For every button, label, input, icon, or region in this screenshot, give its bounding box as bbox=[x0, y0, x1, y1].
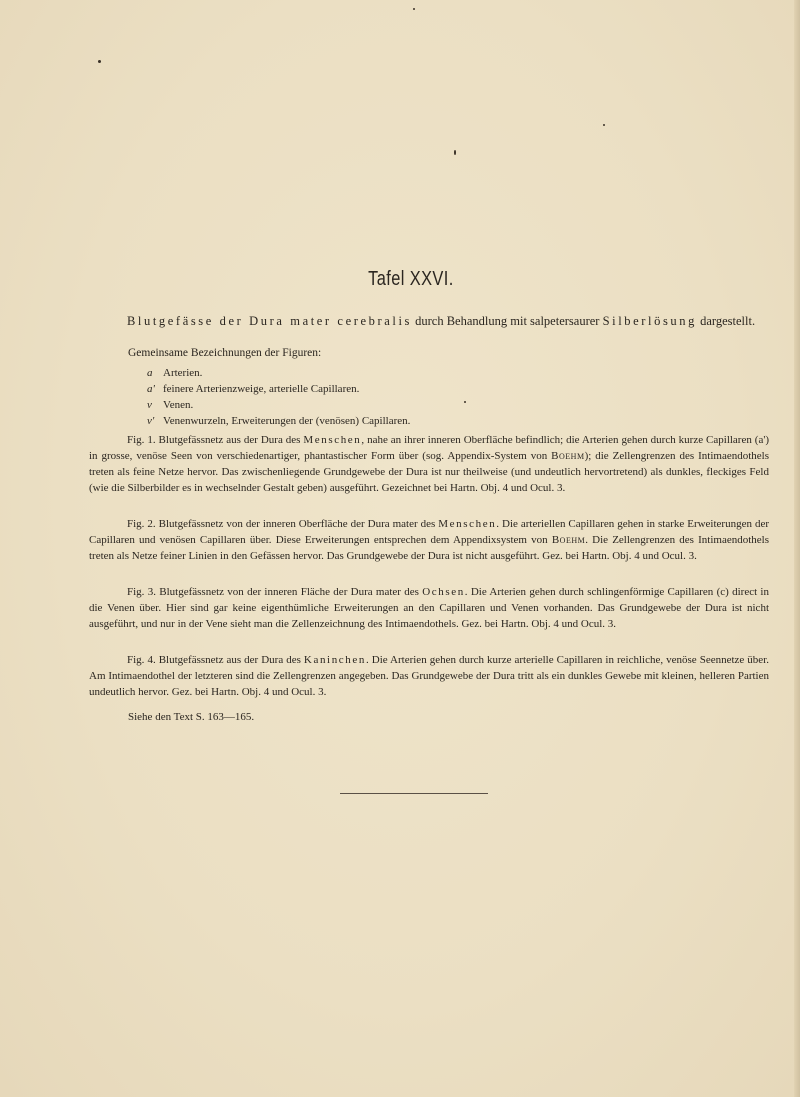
legend-symbol: a' bbox=[147, 383, 155, 395]
fig-text: Fig. 4. Blutgefässnetz aus der Dura des bbox=[127, 654, 304, 666]
fig-species: Ochsen bbox=[422, 586, 465, 598]
fig-author: Boehm bbox=[551, 450, 585, 462]
paper-speck bbox=[603, 124, 605, 126]
fig-text: . Die Arterien gehen durch schlingenförmige Capillaren (c) direct in die Venen über. Hier sind gar keine eigenthümliche Erweiterungen an den Capillaren und Venen vorhanden. Das Grundgewebe der Dura ist nicht ausgeführt, und nur in der Vene sieht man die Zellenzeichnung des Intimaendothels. Gez. bei Hartn. Obj. 4 und Ocul. 3. bbox=[89, 586, 769, 630]
paper-speck bbox=[413, 8, 415, 10]
fig-author: Boehm bbox=[551, 534, 586, 546]
legend-text: feinere Arterienzweige, arterielle Capillaren. bbox=[163, 383, 360, 395]
legend-text: Arterien. bbox=[163, 367, 203, 379]
legend-item bbox=[147, 397, 410, 413]
paper-speck bbox=[464, 401, 466, 403]
subtitle-part: durch Behandlung mit salpetersaurer bbox=[412, 314, 603, 328]
subtitle-spaced-part: Blutgefässe der Dura mater cerebralis bbox=[127, 314, 412, 328]
fig-species: Menschen bbox=[438, 518, 497, 530]
page-edge bbox=[794, 0, 800, 1097]
figure-2-description bbox=[89, 516, 769, 564]
fig-text: Fig. 3. Blutgefässnetz von der inneren Fläche der Dura mater des bbox=[127, 586, 423, 598]
text-reference: Siehe den Text S. 163—165. bbox=[128, 711, 255, 723]
plate-subtitle bbox=[127, 314, 775, 329]
fig-text: Fig. 1. Blutgefässnetz aus der Dura des bbox=[127, 434, 304, 446]
subtitle-part: dargestellt. bbox=[696, 314, 756, 328]
legend-symbol: v' bbox=[147, 415, 155, 427]
figure-legend bbox=[147, 365, 410, 429]
paper-speck bbox=[98, 60, 101, 63]
legend-text: Venenwurzeln, Erweiterungen der (venösen) Capillaren. bbox=[163, 415, 411, 427]
closing-rule bbox=[340, 793, 488, 794]
fig-text: . Die Zellengrenzen des Intimaendothels treten als Netze feiner Linien in den Gefässen hervor. Das Grundgewebe der Dura ist nicht ausgeführt. Gez. bei Hartn. Obj. 4 und Ocul. 3. bbox=[89, 534, 769, 562]
legend-text: Venen. bbox=[163, 399, 194, 411]
figure-4-description bbox=[89, 652, 769, 700]
paper-speck bbox=[454, 150, 456, 155]
common-labels-heading: Gemeinsame Bezeichnungen der Figuren: bbox=[128, 347, 322, 359]
fig-text: . Die arteriellen Capillaren gehen in starke Erweiterungen der Capillaren und venösen Capillaren über. Diese Erweiterungen entsprechen dem Appendixsystem von bbox=[89, 518, 769, 546]
figure-3-description bbox=[89, 584, 769, 632]
fig-text: ); die Zellengrenzen des Intimaendothels treten als feine Netze hervor. Das zwischenliegende Grundgewebe der Dura ist nur theilweise (und undeutlich hervortretend) als dunkles, fleckiges Feld (wie die Silberbilder es in wechselnder Gestalt geben) ausgeführt. Gezeichnet bei Hartn. Obj. 4 und Ocul. 3. bbox=[89, 450, 769, 494]
subtitle-spaced-part: Silberlösung bbox=[602, 314, 697, 328]
legend-item bbox=[147, 381, 410, 397]
legend-item bbox=[147, 413, 410, 429]
fig-text: . Die Arterien gehen durch kurze arterielle Capillaren in reichliche, venöse Seennetze über. Am Intimaendothel der letzteren sind die Zellengrenzen angegeben. Das Grundgewebe der Dura tritt als ein dunkles Gewebe mit kleinen, helleren Partien undeutlich hervor. Gez. bei Hartn. Obj. 4 und Ocul. 3. bbox=[89, 654, 769, 698]
fig-species: Menschen bbox=[303, 434, 362, 446]
plate-title: Tafel XXVI. bbox=[368, 268, 454, 290]
fig-text: Fig. 2. Blutgefässnetz von der inneren Oberfläche der Dura mater des bbox=[127, 518, 439, 530]
legend-symbol: v bbox=[147, 399, 152, 411]
legend-symbol: a bbox=[147, 367, 153, 379]
fig-species: Kaninchen bbox=[303, 654, 366, 666]
legend-item bbox=[147, 365, 410, 381]
figure-1-description bbox=[89, 432, 769, 496]
fig-text: , nahe an ihrer inneren Oberfläche befindlich; die Arterien gehen durch kurze Capillaren (a') in grosse, venöse Seen von verschiedenartiger, phantastischer Form über (sog. Appendix-System von bbox=[89, 434, 769, 462]
